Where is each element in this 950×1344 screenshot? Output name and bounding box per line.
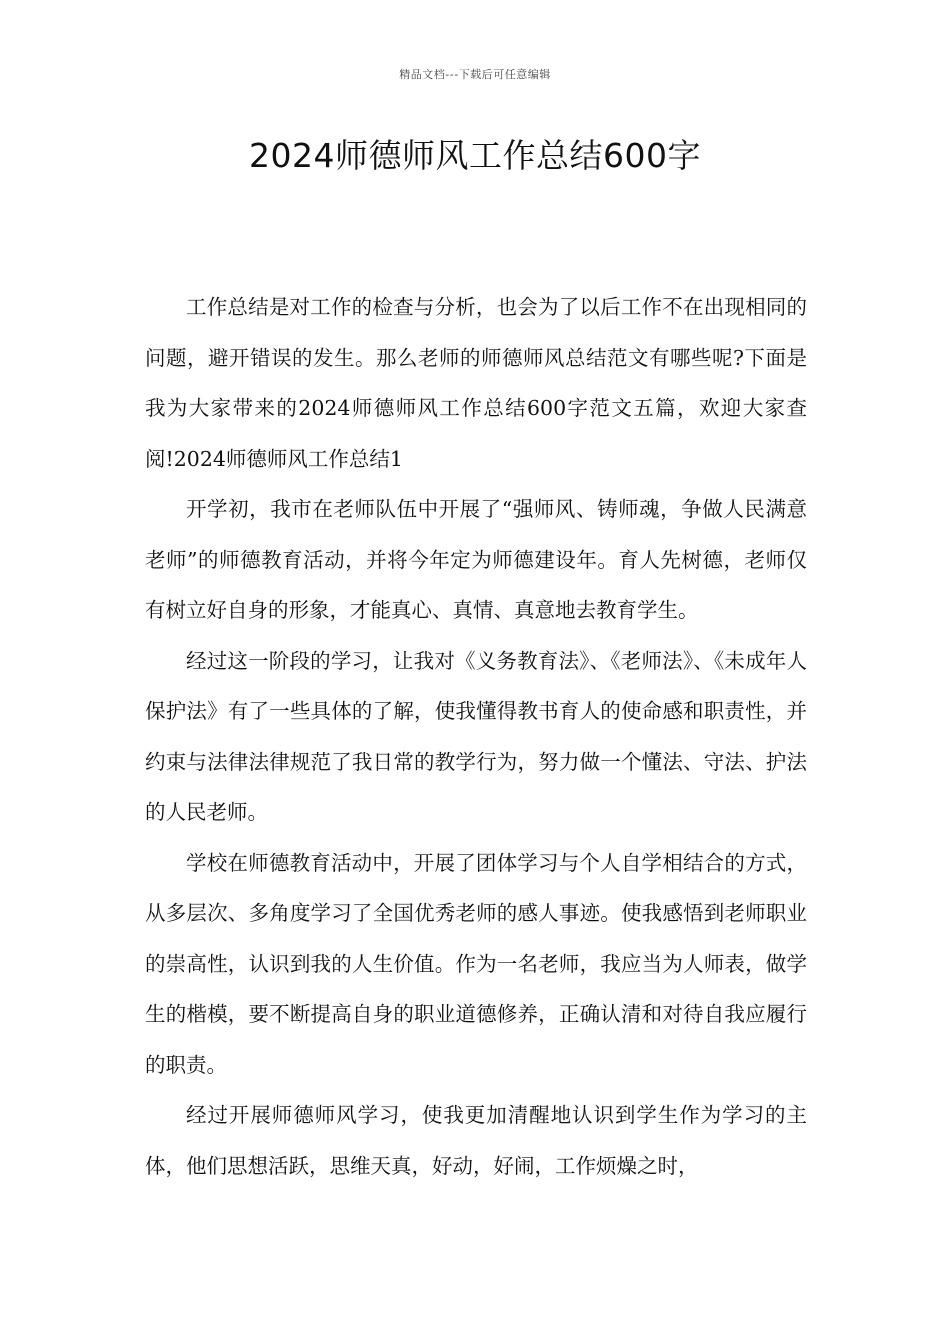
paragraph-school-activity: 学校在师德教育活动中，开展了团体学习与个人自学相结合的方式，从多层次、多角度学习了全国优秀老师的感人事迹。使我感悟到老师职业的崇高性，认识到我的人生价值。作为一名老师，我应当为人师表，做学生的楷模，要不断提高自身的职业道德修养，正确认清和对待自我应履行的职责。 xyxy=(145,850,807,1077)
header-note: 精品文档---下载后可任意编辑 xyxy=(399,68,551,81)
paragraph-intro: 工作总结是对工作的检查与分析，也会为了以后工作不在出现相同的问题，避开错误的发生。那么老师的师德师风总结范文有哪些呢?下面是我为大家带来的2024师德师风工作总结600字范文五篇，欢迎大家查阅!2024师德师风工作总结1 xyxy=(145,295,807,471)
document-body xyxy=(145,282,807,1191)
document-title: 2024师德师风工作总结600字 xyxy=(249,136,701,175)
paragraph-start-of-term: 开学初，我市在老师队伍中开展了“强师风、铸师魂，争做人民满意老师”的师德教育活动，并将今年定为师德建设年。育人先树德，老师仅有树立好自身的形象，才能真心、真情、真意地去教育学生。 xyxy=(145,497,807,622)
paragraph-law-study: 经过这一阶段的学习，让我对《义务教育法》、《老师法》、《未成年人保护法》有了一些具体的了解，使我懂得教书育人的使命感和职责性，并约束与法律法律规范了我日常的教学行为，努力做一个懂法、守法、护法的人民老师。 xyxy=(145,648,807,824)
paragraph-student-focus: 经过开展师德师风学习，使我更加清醒地认识到学生作为学习的主体，他们思想活跃，思维天真，好动，好闹，工作烦燥之时， xyxy=(145,1103,807,1178)
